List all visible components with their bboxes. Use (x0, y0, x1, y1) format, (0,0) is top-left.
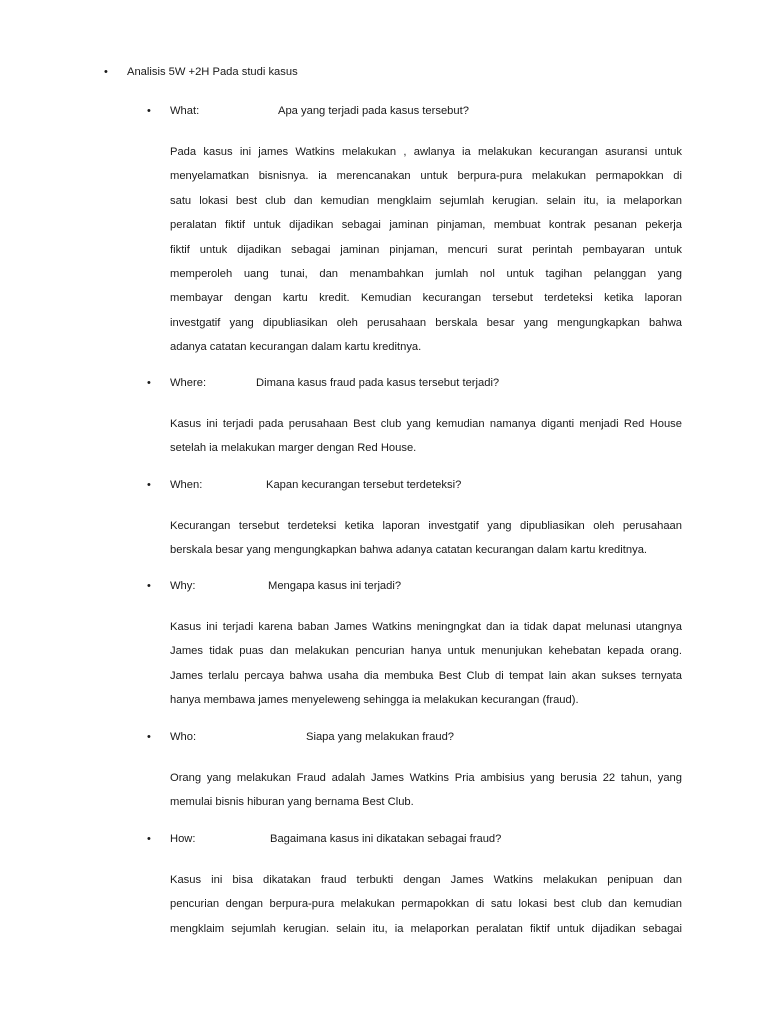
question-label: How: (170, 833, 196, 845)
question-label: Why: (170, 580, 196, 592)
answer-line: memulai bisnis hiburan yang bernama Best Club. (170, 796, 414, 809)
answer-who (170, 769, 682, 818)
question-text: Kapan kecurangan tersebut terdeteksi? (266, 479, 462, 491)
question-text: Siapa yang melakukan fraud? (306, 731, 455, 743)
question-why (0, 580, 768, 598)
answer-how (170, 871, 682, 944)
heading-list-item (0, 66, 768, 84)
answer-line: Kasus ini bisa dikatakan fraud terbukti dengan James Watkins melakukan penipuan dan (170, 874, 682, 886)
answer-line: hanya membawa james menyeleweng sehingga ia melakukan kecurangan (fraud). (170, 694, 579, 707)
answer-line: Kasus ini terjadi karena baban James Watkins meningngkat dan ia tidak dapat melunasi utangnya (170, 621, 682, 633)
question-who (0, 731, 768, 749)
answer-line: Pada kasus ini james Watkins melakukan , awlanya ia melakukan kecurangan asuransi untuk (170, 146, 682, 158)
bullet-icon: • (147, 377, 151, 389)
bullet-icon: • (147, 580, 151, 592)
answer-line: fiktif untuk dijadikan sebagai jaminan pinjaman, mencuri surat perintah pembayaran untuk (170, 243, 682, 256)
answer-line: berskala besar yang mengungkapkan bahwa adanya catatan kecurangan dalam kartu kreditnya. (170, 544, 648, 557)
answer-line: membayar dengan kartu kredit. Kemudian kecurangan tersebut terdeteksi ketika laporan (170, 292, 682, 305)
answer-line: James terlalu percaya bahwa usaha dia membuka Best Club di tempat lain akan sukses ternyata (170, 669, 682, 682)
answer-line: pencurian dengan berpura-pura melakukan permapokkan di satu lokasi best club dan kemudian (170, 898, 682, 911)
question-label: Who: (170, 731, 197, 743)
answer-line: menyelamatkan bisnisnya. ia merencanakan untuk berpura-pura melakukan permapokkan di (170, 170, 682, 183)
bullet-icon: • (147, 105, 151, 117)
question-text: Apa yang terjadi pada kasus tersebut? (278, 105, 469, 117)
answer-what (170, 143, 682, 363)
bullet-icon: • (147, 731, 151, 743)
answer-why (170, 618, 682, 716)
answer-line: mengklaim sejumlah kerugian. selain itu, ia melaporkan peralatan fiktif untuk dijadikan sebagai (170, 922, 682, 935)
question-label: When: (170, 479, 203, 491)
answer-when (170, 517, 682, 566)
question-how (0, 833, 768, 851)
question-label: What: (170, 105, 200, 117)
answer-where (170, 415, 682, 464)
answer-line: Orang yang melakukan Fraud adalah James Watkins Pria ambisius yang berusia 22 tahun, yang (170, 772, 682, 784)
question-text: Dimana kasus fraud pada kasus tersebut terjadi? (256, 377, 500, 389)
bullet-icon: • (104, 66, 108, 78)
answer-line: setelah ia melakukan marger dengan Red House. (170, 442, 417, 455)
answer-line: memperoleh uang tunai, dan menambahkan jumlah nol untuk tagihan pelanggan yang (170, 267, 682, 280)
bullet-icon: • (147, 479, 151, 491)
question-what (0, 105, 768, 123)
answer-line: James tidak puas dan melakukan pencurian hanya untuk menunjukan kehebatan kepada orang. (170, 645, 682, 658)
document-heading: Analisis 5W +2H Pada studi kasus (127, 66, 298, 78)
question-label: Where: (170, 377, 207, 389)
question-text: Mengapa kasus ini terjadi? (268, 580, 402, 592)
answer-line: adanya catatan kecurangan dalam kartu kreditnya. (170, 341, 422, 354)
question-where (0, 377, 768, 395)
answer-line: Kecurangan tersebut terdeteksi ketika laporan investgatif yang dipubliasikan oleh perusahaan (170, 520, 682, 532)
answer-line: investgatif yang dipubliasikan oleh perusahaan berskala besar yang mengungkapkan bahwa (170, 316, 682, 329)
bullet-icon: • (147, 833, 151, 845)
question-text: Bagaimana kasus ini dikatakan sebagai fraud? (270, 833, 502, 845)
answer-line: peralatan fiktif untuk dijadikan sebagai jaminan pinjaman, membuat kontrak pesanan pekerja (170, 219, 682, 232)
answer-line: Kasus ini terjadi pada perusahaan Best club yang kemudian namanya diganti menjadi Red House (170, 418, 682, 430)
question-when (0, 479, 768, 497)
answer-line: satu lokasi best club dan kemudian mengklaim sejumlah kerugian. selain itu, ia melaporkan (170, 194, 682, 207)
